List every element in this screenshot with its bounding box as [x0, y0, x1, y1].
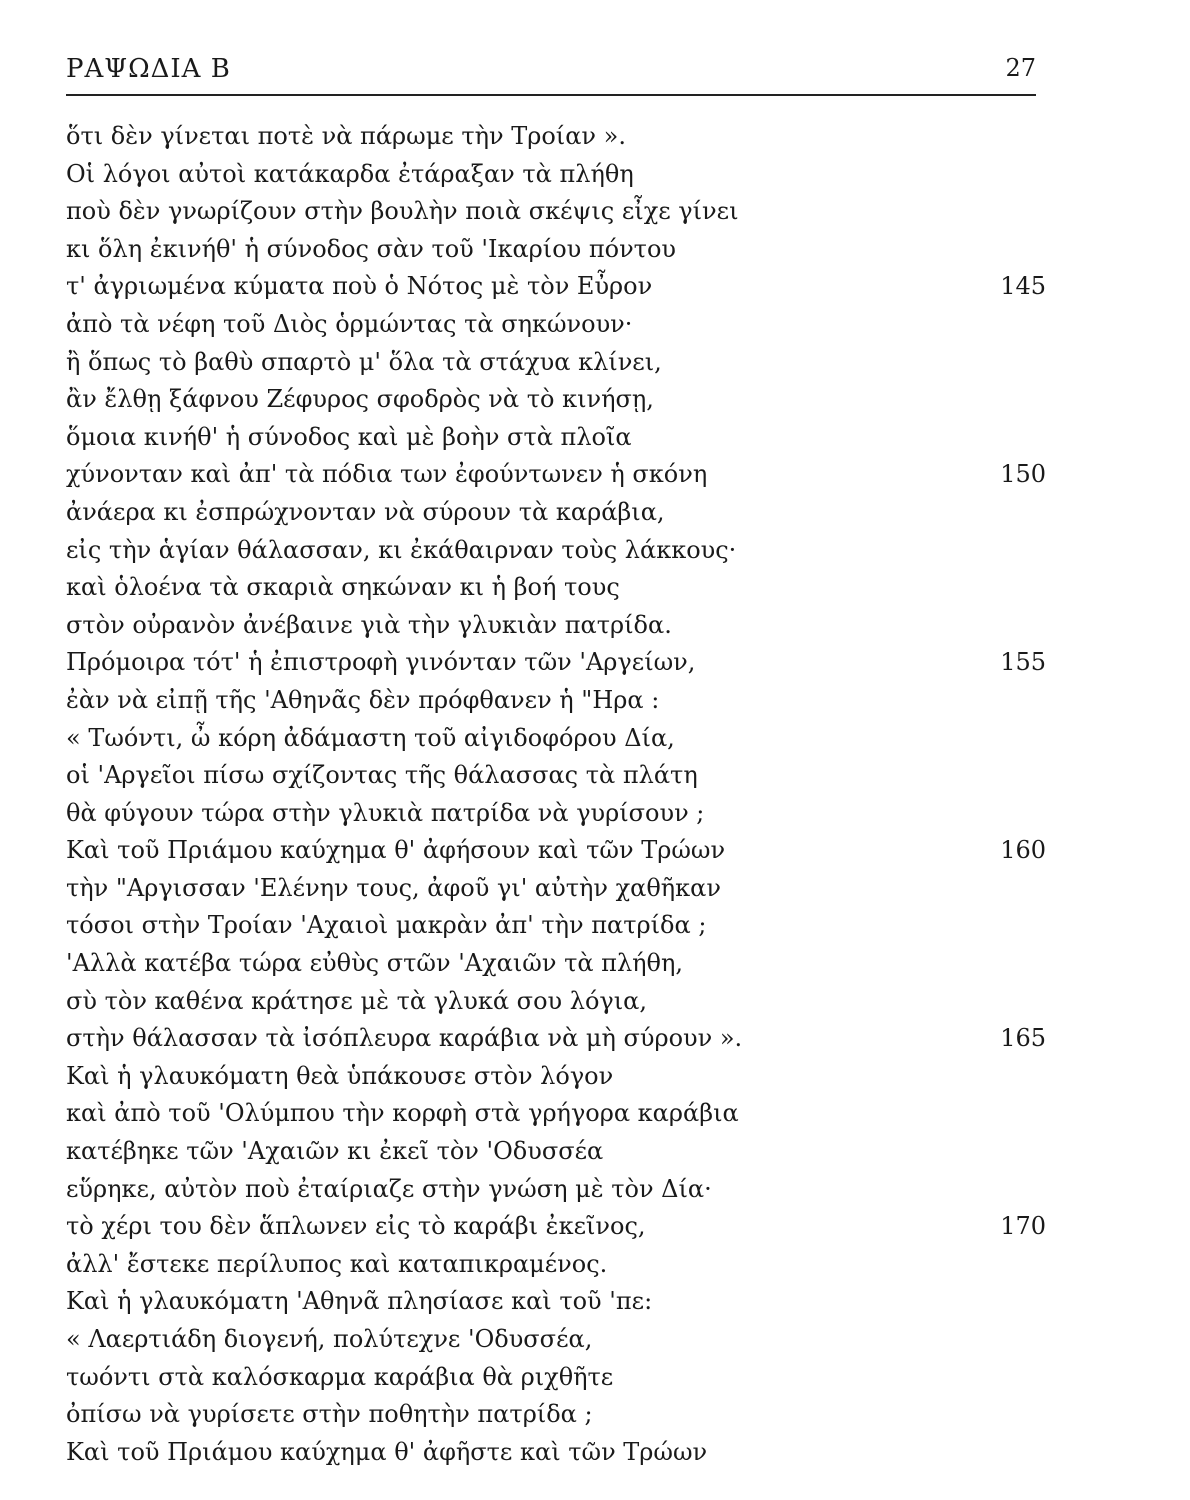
page-number: 27 [1005, 54, 1036, 82]
verse-text: θὰ φύγουν τώρα στὴν γλυκιὰ πατρίδα νὰ γυρίσουν ; [66, 798, 705, 827]
verse-line [66, 644, 1046, 682]
verse-text: χύνονταν καὶ ἀπ' τὰ πόδια των ἐφούντωνεν ἡ σκόνη [66, 460, 708, 489]
verse-line [66, 569, 1046, 607]
verse-line [66, 1171, 1046, 1209]
line-number: 160 [1000, 836, 1046, 865]
verse-text: καὶ ἀπὸ τοῦ 'Ολύμπου τὴν κορφὴ στὰ γρήγορα καράβια [66, 1099, 739, 1128]
verse-line [66, 832, 1046, 870]
verse-text: τ' ἀγριωμένα κύματα ποὺ ὁ Νότος μὲ τὸν Εὖρον [66, 272, 653, 301]
verse-text: « Λαερτιάδη διογενή, πολύτεχνε 'Οδυσσέα, [66, 1325, 593, 1353]
verse-line [66, 381, 1046, 419]
verse-line [66, 1095, 1046, 1133]
verse-text: « Τωόντι, ὦ κόρη ἀδάμαστη τοῦ αἰγιδοφόρου Δία, [66, 723, 675, 752]
line-number: 145 [1000, 272, 1046, 301]
line-number: 150 [1000, 460, 1046, 489]
verse-text: Καὶ τοῦ Πριάμου καύχημα θ' ἀφήσουν καὶ τῶν Τρώων [66, 836, 726, 865]
verse-text: σὺ τὸν καθένα κράτησε μὲ τὰ γλυκά σου λόγια, [66, 986, 647, 1015]
verse-line [66, 945, 1046, 983]
verse-line [66, 1434, 1046, 1472]
verse-line [66, 156, 1046, 194]
verse-text: ἀνάερα κι ἐσπρώχνονταν νὰ σύρουν τὰ καράβια, [66, 497, 665, 526]
verse-text: ἐὰν νὰ εἰπῇ τῆς 'Αθηνᾶς δὲν πρόφθανεν ἡ "Ηρα : [66, 685, 660, 714]
verse-text: εἰς τὴν ἁγίαν θάλασσαν, κι ἐκάθαιρναν τοὺς λάκκους· [66, 535, 737, 564]
verse-text: εὕρηκε, αὐτὸν ποὺ ἐταίριαζε στὴν γνώση μὲ τὸν Δία· [66, 1174, 712, 1203]
verse-line [66, 1058, 1046, 1096]
verse-text: ἂν ἔλθῃ ξάφνου Ζέφυρος σφοδρὸς νὰ τὸ κινήσῃ, [66, 385, 654, 414]
verse-line [66, 344, 1046, 382]
verse-line [66, 118, 1046, 156]
verse-text: τὴν "Αργισσαν 'Ελένην τους, ἀφοῦ γι' αὐτὴν χαθῆκαν [66, 873, 721, 902]
verse-line [66, 1208, 1046, 1246]
line-number: 155 [1000, 648, 1046, 677]
verse-text: ὅτι δὲν γίνεται ποτὲ νὰ πάρωμε τὴν Τροίαν ». [66, 122, 626, 150]
verse-line [66, 306, 1046, 344]
verse-text: Καὶ ἡ γλαυκόματη 'Αθηνᾶ πλησίασε καὶ τοῦ 'πε: [66, 1287, 653, 1316]
verse-text: τωόντι στὰ καλόσκαρμα καράβια θὰ ριχθῆτε [66, 1362, 614, 1391]
verse-text: ἀπὸ τὰ νέφη τοῦ Διὸς ὁρμώντας τὰ σηκώνουν· [66, 309, 633, 338]
verse-text: καὶ ὁλοένα τὰ σκαριὰ σηκώναν κι ἡ βοή τους [66, 573, 620, 602]
verse-line [66, 682, 1046, 720]
verse-line [66, 757, 1046, 795]
running-header [66, 54, 1036, 94]
verse-line [66, 268, 1046, 306]
verse-line [66, 907, 1046, 945]
line-number: 165 [1000, 1024, 1046, 1053]
verse-text: τόσοι στὴν Τροίαν 'Αχαιοὶ μακρὰν ἀπ' τὴν πατρίδα ; [66, 911, 707, 940]
verse-text: 'Αλλὰ κατέβα τώρα εὐθὺς στῶν 'Αχαιῶν τὰ πλήθη, [66, 949, 684, 978]
verse-block [66, 118, 1046, 1471]
verse-line [66, 795, 1046, 833]
verse-line [66, 419, 1046, 457]
verse-line [66, 870, 1046, 908]
verse-line [66, 720, 1046, 758]
verse-line [66, 231, 1046, 269]
verse-text: ὀπίσω νὰ γυρίσετε στὴν ποθητὴν πατρίδα ; [66, 1400, 593, 1429]
verse-line [66, 1020, 1046, 1058]
verse-line [66, 494, 1046, 532]
verse-line [66, 532, 1046, 570]
verse-line [66, 983, 1046, 1021]
verse-line [66, 1359, 1046, 1397]
verse-line [66, 456, 1046, 494]
verse-text: Καὶ τοῦ Πριάμου καύχημα θ' ἀφῆστε καὶ τῶν Τρώων [66, 1437, 708, 1466]
verse-text: Οἱ λόγοι αὐτοὶ κατάκαρδα ἐτάραξαν τὰ πλήθη [66, 159, 634, 188]
verse-line [66, 1396, 1046, 1434]
chapter-title: ΡΑΨΩΔΙΑ Β [66, 54, 231, 84]
verse-text: κατέβηκε τῶν 'Αχαιῶν κι ἐκεῖ τὸν 'Οδυσσέα [66, 1137, 604, 1166]
verse-text: στὴν θάλασσαν τὰ ἰσόπλευρα καράβια νὰ μὴ σύρουν ». [66, 1024, 743, 1053]
verse-text: ὅμοια κινήθ' ἡ σύνοδος καὶ μὲ βοὴν στὰ πλοῖα [66, 422, 632, 451]
verse-text: στὸν οὐρανὸν ἀνέβαινε γιὰ τὴν γλυκιὰν πατρίδα. [66, 610, 672, 639]
verse-text: Καὶ ἡ γλαυκόματη θεὰ ὑπάκουσε στὸν λόγον [66, 1061, 614, 1090]
verse-line [66, 193, 1046, 231]
verse-text: ἢ ὅπως τὸ βαθὺ σπαρτὸ μ' ὅλα τὰ στάχυα κλίνει, [66, 347, 662, 376]
verse-text: οἱ 'Αργεῖοι πίσω σχίζοντας τῆς θάλασσας τὰ πλάτη [66, 761, 698, 790]
verse-line [66, 1283, 1046, 1321]
verse-line [66, 1321, 1046, 1359]
header-rule [66, 94, 1036, 96]
verse-text: Πρόμοιρα τότ' ἡ ἐπιστροφὴ γινόνταν τῶν 'Αργείων, [66, 648, 696, 677]
verse-line [66, 1246, 1046, 1284]
verse-text: ἀλλ' ἔστεκε περίλυπος καὶ καταπικραμένος. [66, 1249, 608, 1278]
verse-text: ποὺ δὲν γνωρίζουν στὴν βουλὴν ποιὰ σκέψις εἶχε γίνει [66, 197, 739, 226]
verse-line [66, 1133, 1046, 1171]
line-number: 170 [1000, 1212, 1046, 1241]
verse-text: τὸ χέρι του δὲν ἅπλωνεν εἰς τὸ καράβι ἐκεῖνος, [66, 1212, 646, 1241]
verse-text: κι ὅλη ἐκινήθ' ἡ σύνοδος σὰν τοῦ 'Ικαρίου πόντου [66, 234, 676, 263]
verse-line [66, 607, 1046, 645]
